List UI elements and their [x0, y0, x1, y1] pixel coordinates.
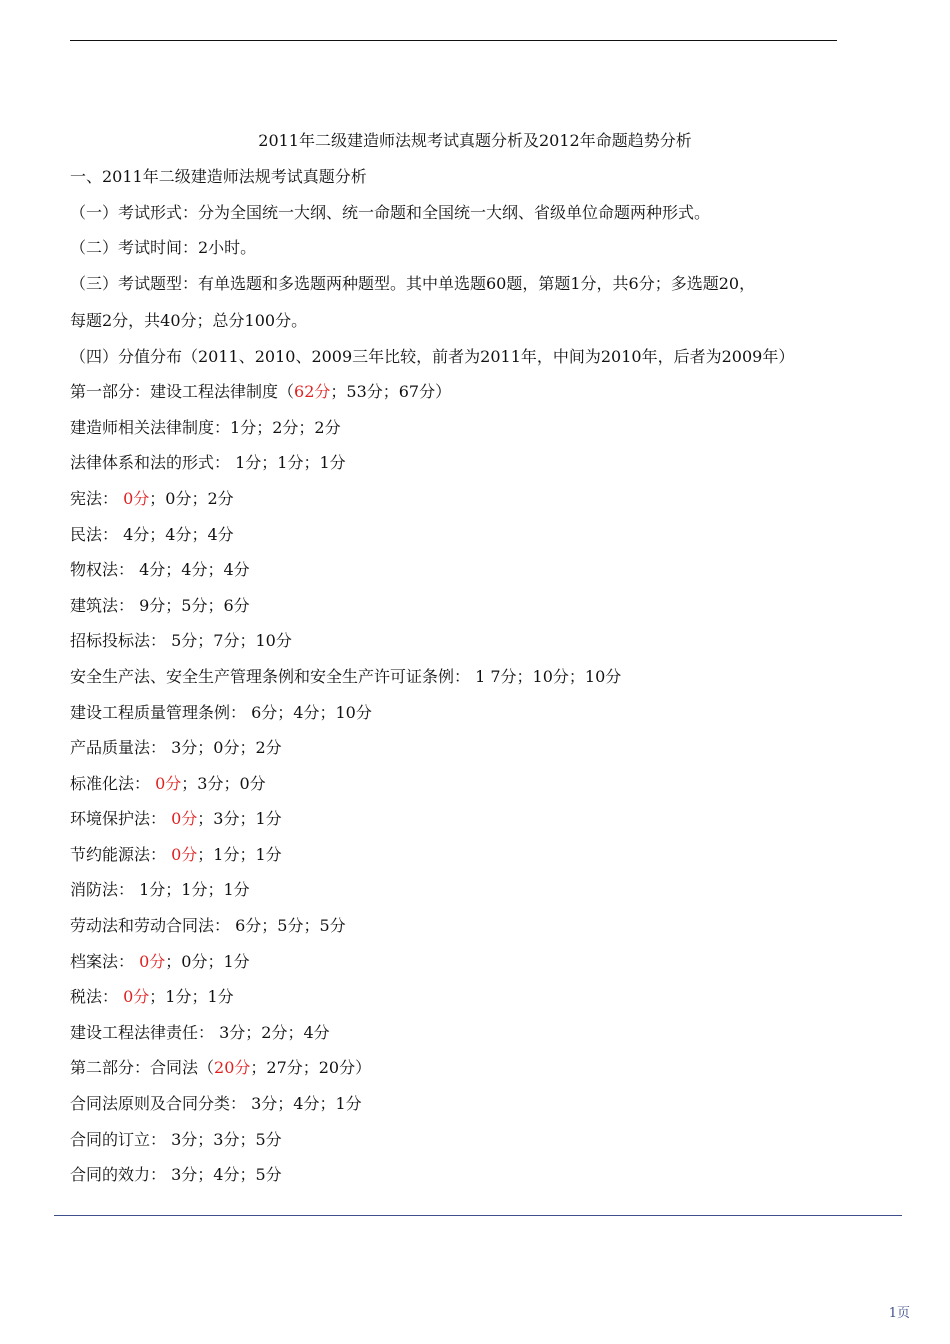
score-row: 招标投标法： 5分；7分；10分	[70, 631, 292, 651]
exam-time-line: （二）考试时间：2小时。	[70, 238, 257, 258]
score-row: 合同法原则及合同分类： 3分；4分；1分	[70, 1094, 362, 1114]
score-row: 税法： 0分；1分；1分	[70, 987, 234, 1007]
header-rule	[70, 40, 837, 41]
score-row: 第一部分：建设工程法律制度（62分；53分；67分）	[70, 382, 452, 402]
document-title: 2011年二级建造师法规考试真题分析及2012年命题趋势分析	[258, 131, 692, 150]
score-row: 环境保护法： 0分；3分；1分	[70, 809, 282, 829]
exam-format-line: （一）考试形式：分为全国统一大纲、统一命题和全国统一大纲、省级单位命题两种形式。	[70, 202, 711, 222]
score-row: 建造师相关法律制度：1分；2分；2分	[70, 417, 341, 437]
score-row: 劳动法和劳动合同法： 6分；5分；5分	[70, 916, 346, 936]
score-row: 建设工程质量管理条例： 6分；4分；10分	[70, 702, 372, 722]
exam-type-line-cont: 每题2分，共40分；总分100分。	[70, 310, 308, 330]
page-number: 1页	[888, 1306, 910, 1321]
score-row: 产品质量法： 3分；0分；2分	[70, 738, 282, 758]
score-row: 节约能源法： 0分；1分；1分	[70, 844, 282, 864]
section-heading: 一、2011年二级建造师法规考试真题分析	[70, 167, 367, 186]
score-row: 建筑法： 9分；5分；6分	[70, 595, 250, 615]
score-row: 宪法： 0分；0分；2分	[70, 488, 234, 508]
document-body	[70, 165, 870, 1199]
score-row: 标准化法： 0分；3分；0分	[70, 773, 266, 793]
score-row: 合同的订立： 3分；3分；5分	[70, 1129, 282, 1149]
score-row: 档案法： 0分；0分；1分	[70, 951, 250, 971]
score-row: 消防法： 1分；1分；1分	[70, 880, 250, 900]
score-row: 法律体系和法的形式： 1分；1分；1分	[70, 453, 346, 473]
score-row: 物权法： 4分；4分；4分	[70, 560, 250, 580]
footer-rule	[54, 1215, 902, 1216]
score-row: 合同的效力： 3分；4分；5分	[70, 1165, 282, 1185]
score-row: 第二部分：合同法（20分；27分；20分）	[70, 1058, 372, 1078]
score-row: 安全生产法、安全生产管理条例和安全生产许可证条例： 1 7分；10分；10分	[70, 666, 622, 686]
score-row: 民法： 4分；4分；4分	[70, 524, 234, 544]
score-distribution-heading: （四）分值分布（2011、2010、2009三年比较，前者为2011年，中间为2010年，后者为2009年）	[70, 346, 795, 366]
score-row: 建设工程法律责任： 3分；2分；4分	[70, 1022, 330, 1042]
exam-type-line: （三）考试题型：有单选题和多选题两种题型。其中单选题60题，第题1分，共6分；多选题20，	[70, 273, 756, 293]
